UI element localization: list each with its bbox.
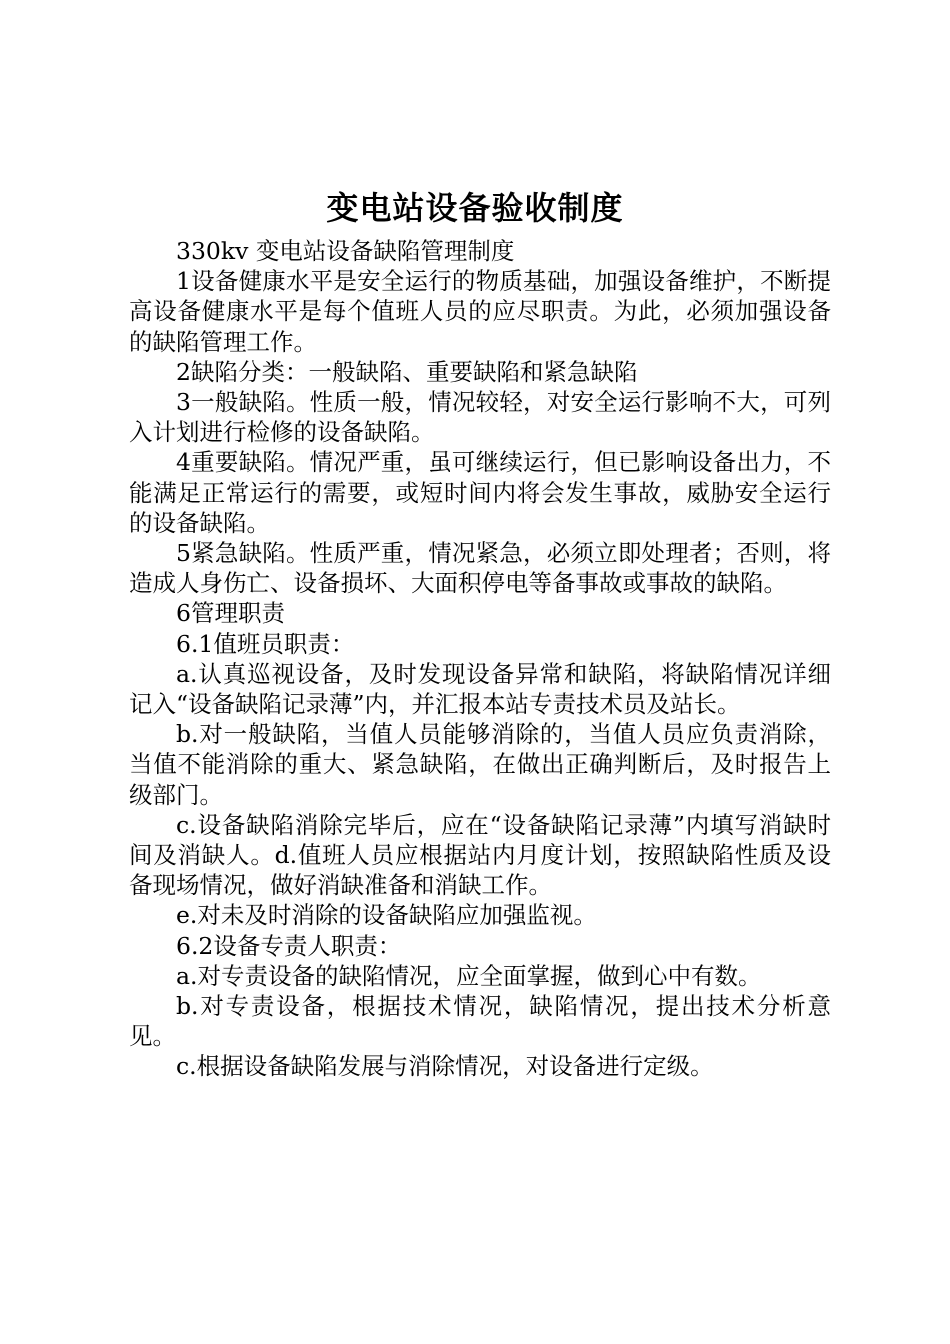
paragraph: 5紧急缺陷。性质严重，情况紧急，必须立即处理者；否则，将造成人身伤亡、设备损坏、大面积停电等备事故或事故的缺陷。 <box>129 539 831 598</box>
paragraph: a.认真巡视设备，及时发现设备异常和缺陷，将缺陷情况详细记入“设备缺陷记录薄”内，并汇报本站专责技术员及站长。 <box>129 659 831 719</box>
paragraph: 2缺陷分类：一般缺陷、重要缺陷和紧急缺陷 <box>176 357 638 386</box>
paragraph: b.对一般缺陷，当值人员能够消除的，当值人员应负责消除，当值不能消除的重大、紧急缺陷，在做出正确判断后，及时报告上级部门。 <box>129 720 831 809</box>
paragraph: 6.2设备专责人职责： <box>176 931 402 960</box>
document-title: 变电站设备验收制度 <box>326 189 624 227</box>
paragraph: e.对未及时消除的设备缺陷应加强监视。 <box>176 901 597 930</box>
paragraph: 6.1值班员职责： <box>176 629 355 658</box>
paragraph: c.根据设备缺陷发展与消除情况，对设备进行定级。 <box>176 1052 714 1081</box>
paragraph: b.对专责设备，根据技术情况，缺陷情况，提出技术分析意见。 <box>129 992 831 1051</box>
paragraph: 1设备健康水平是安全运行的物质基础，加强设备维护，不断提高设备健康水平是每个值班人员的应尽职责。为此，必须加强设备的缺陷管理工作。 <box>129 267 831 356</box>
document-body <box>129 236 831 1082</box>
paragraph: a.对专责设备的缺陷情况，应全面掌握，做到心中有数。 <box>176 961 762 990</box>
paragraph: 4重要缺陷。情况严重，虽可继续运行，但已影响设备出力，不能满足正常运行的需要，或短时间内将会发生事故，威胁安全运行的设备缺陷。 <box>129 448 831 537</box>
paragraph: 330kv 变电站设备缺陷管理制度 <box>176 237 515 265</box>
paragraph: 6管理职责 <box>176 599 285 628</box>
paragraph: c.设备缺陷消除完毕后，应在“设备缺陷记录薄”内填写消缺时间及消缺人。d.值班人员应根据站内月度计划，按照缺陷性质及设备现场情况，做好消缺准备和消缺工作。 <box>129 810 831 900</box>
paragraph: 3一般缺陷。性质一般，情况较轻，对安全运行影响不大，可列入计划进行检修的设备缺陷。 <box>129 388 831 447</box>
